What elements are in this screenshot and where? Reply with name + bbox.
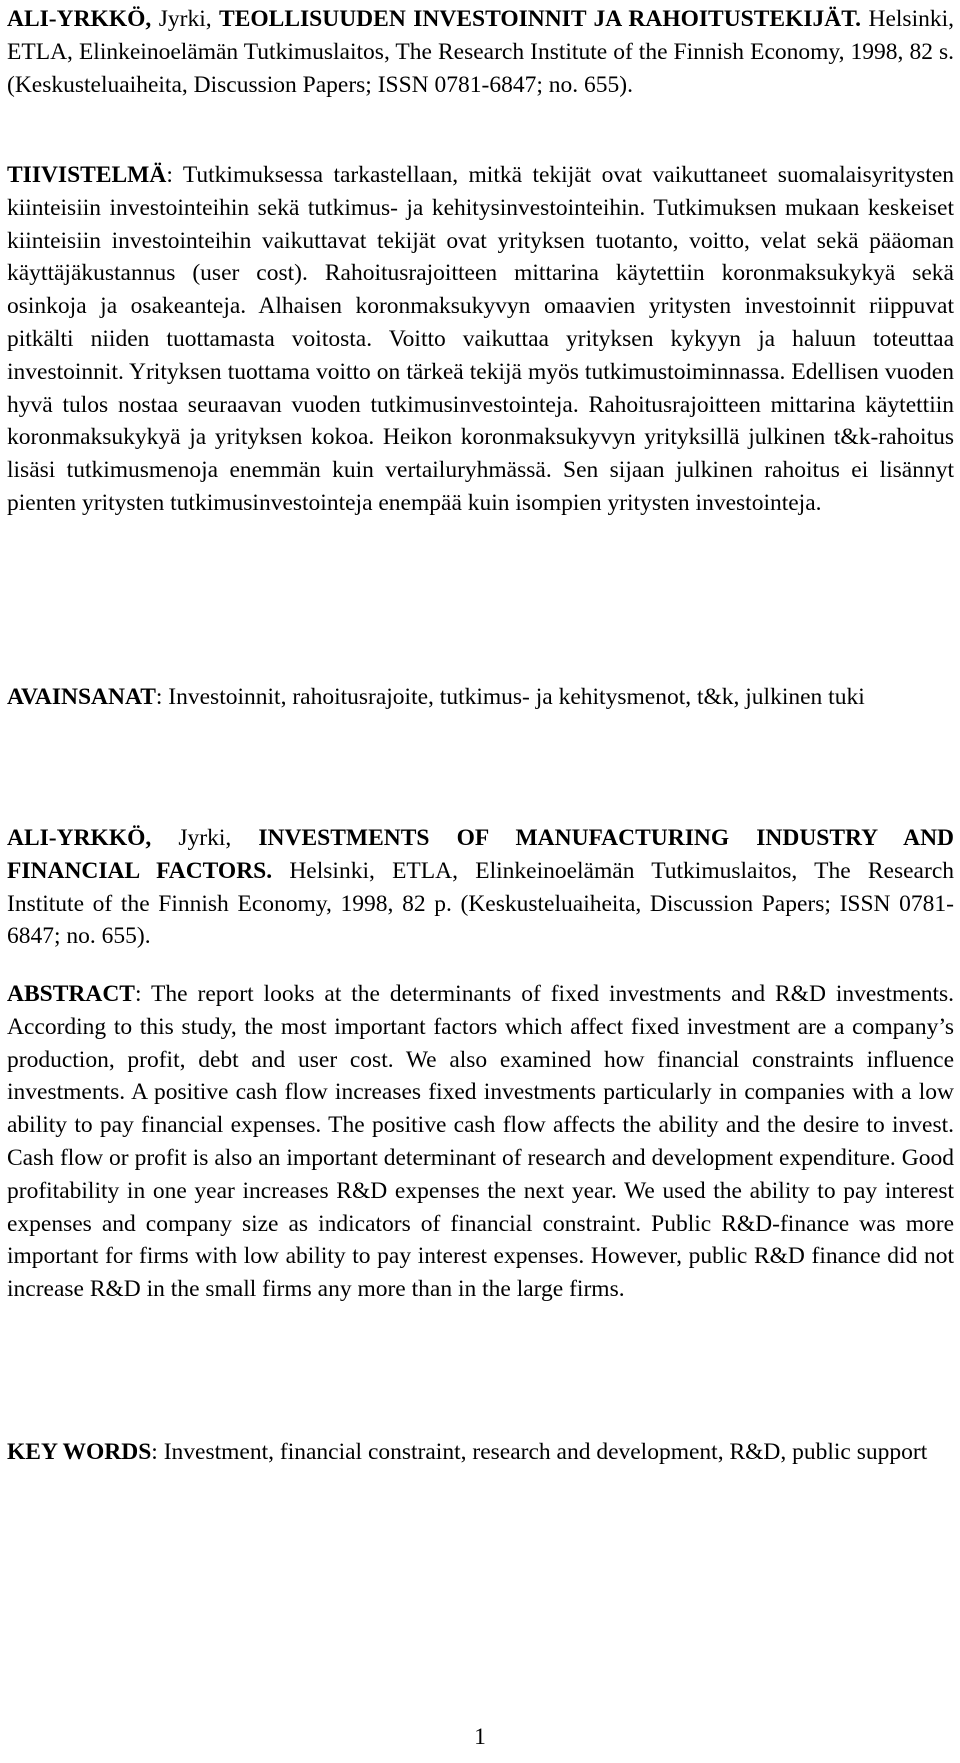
label-separator: :	[166, 162, 183, 188]
finnish-abstract	[7, 159, 954, 520]
english-bibliographic-reference	[7, 822, 954, 953]
abstract-text: Tutkimuksessa tarkastellaan, mitkä tekijät ovat vaikuttaneet suomalaisyritysten kiinteisiin investointeihin sekä tutkimus- ja kehitysinvestointeihin. Tutkimuksen mukaan keskeiset kiinteisiin investointeihin vaikuttavat tekijät ovat yrityksen tuotanto, voitto, velat sekä pääoman käyttäjäkustannus (user cost). Rahoitusrajoitteen mittarina käytettiin koronmaksukykyä sekä osinkoja ja osakeanteja. Alhaisen koronmaksukyvyn omaavien yritysten investoinnit riippuvat pitkälti niiden tuottamasta voitosta. Voitto vaikuttaa yrityksen kykyyn ja haluun toteuttaa investoinnit. Yrityksen tuottama voitto on tärkeä tekijä myös tutkimustoiminnassa. Edellisen vuoden hyvä tulos nostaa seuraavan vuoden tutkimusinvestointeja. Rahoitusrajoitteen mittarina käytettiin koronmaksukykyä ja yrityksen kokoa. Heikon koronmaksukyvyn yrityksillä julkinen t&k-rahoitus lisäsi tutkimusmenoja enemmän kuin vertailuryhmässä. Sen sijaan julkinen rahoitus ei lisännyt pienten yritysten tutkimusinvestointeja enempää kuin isompien yritysten investointeja.	[7, 162, 955, 516]
keywords-text: Investoinnit, rahoitusrajoite, tutkimus- ja kehitysmenot, t&k, julkinen tuki	[168, 684, 865, 710]
page-number: 1	[474, 1724, 486, 1750]
english-abstract	[7, 978, 954, 1306]
keywords-label: AVAINSANAT	[7, 684, 156, 710]
abstract-label: ABSTRACT	[7, 981, 135, 1007]
finnish-keywords	[7, 681, 954, 714]
report-title-english: INVESTMENTS OF MANUFACTURING INDUSTRY AND FINANCIAL FACTORS.	[7, 825, 955, 884]
author-surname: ALI-YRKKÖ,	[7, 6, 152, 32]
author-given-name: Jyrki,	[151, 825, 259, 851]
abstract-text: The report looks at the determinants of fixed investments and R&D investments. According to this study, the most important factors which affect fixed investment are a company’s production, profit, debt and user cost. We also examined how financial constraints influence investments. A positive cash flow increases fixed investments particularly in companies with a low ability to pay financial expenses. The positive cash flow affects the ability and the desire to invest. Cash flow or profit is also an important determinant of research and development expenditure. Good profitability in one year increases R&D expenses the next year. We used the ability to pay interest expenses and company size as indicators of financial constraint. Public R&D-finance was more important for firms with low ability to pay interest expenses. However, public R&D finance did not increase R&D in the small firms any more than in the large firms.	[7, 981, 955, 1303]
report-title-finnish: TEOLLISUUDEN INVESTOINNIT JA RAHOITUSTEKIJÄT.	[219, 6, 862, 32]
label-separator: :	[151, 1439, 164, 1465]
label-separator: :	[134, 981, 152, 1007]
author-surname: ALI-YRKKÖ,	[7, 825, 152, 851]
finnish-bibliographic-reference	[7, 3, 954, 101]
keywords-label: KEY WORDS	[7, 1439, 152, 1465]
publication-details: Helsinki, ETLA, Elinkeinoelämän Tutkimuslaitos, The Research Institute of the Finnish Economy, 1998, 82 s. (Keskusteluaiheita, Discussion Papers; ISSN 0781-6847; no. 655).	[7, 6, 954, 98]
publication-details: Helsinki, ETLA, Elinkeinoelämän Tutkimuslaitos, The Research Institute of the Finnish Economy, 1998, 82 p. (Keskusteluaiheita, Discussion Papers; ISSN 0781-6847; no. 655).	[7, 857, 954, 950]
author-given-name: Jyrki,	[151, 6, 220, 32]
label-separator: :	[155, 684, 169, 710]
abstract-label: TIIVISTELMÄ	[7, 162, 167, 188]
keywords-text: Investment, financial constraint, research and development, R&D, public support	[163, 1439, 928, 1465]
english-keywords	[7, 1436, 954, 1469]
